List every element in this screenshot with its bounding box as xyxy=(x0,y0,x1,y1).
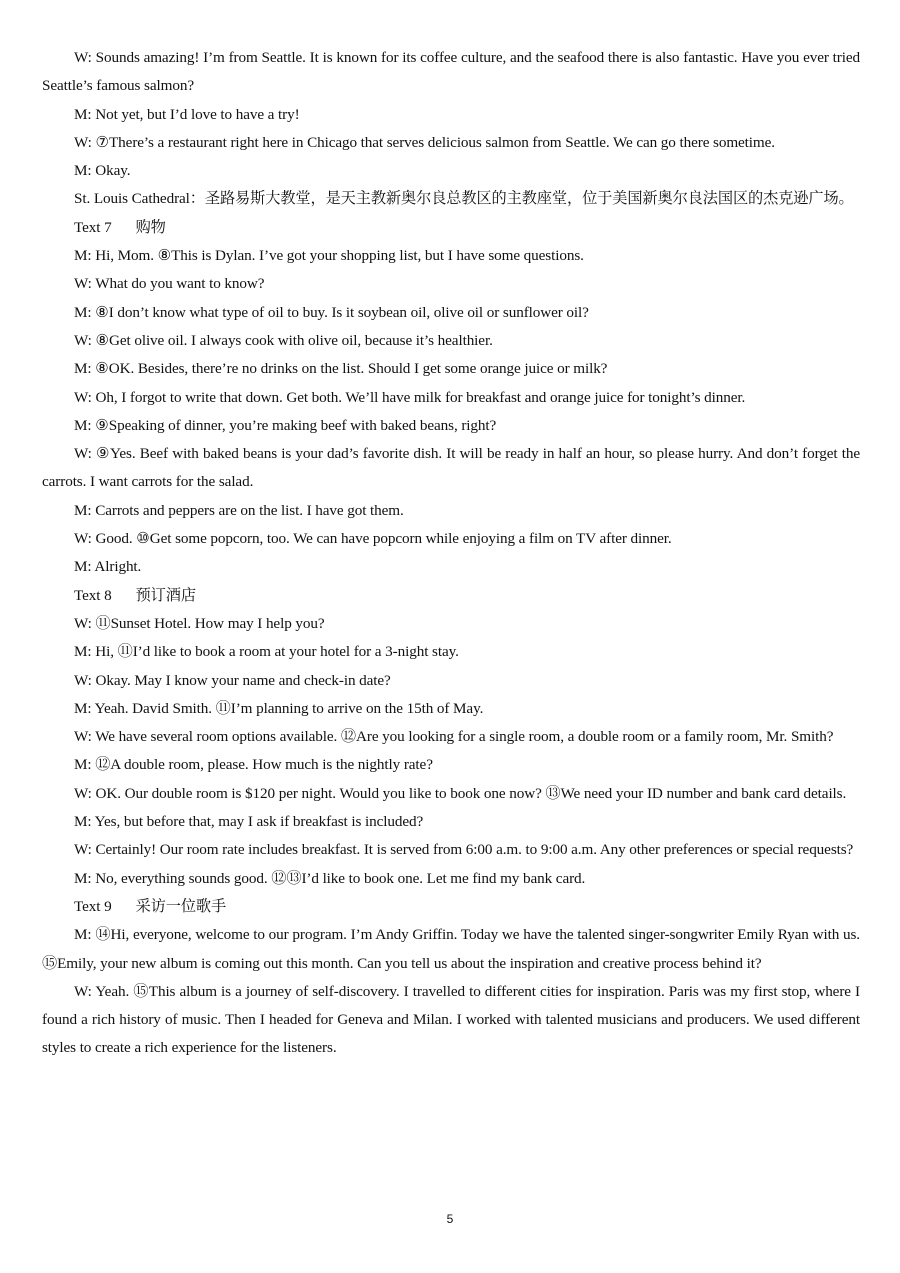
transcript-paragraph: W: Certainly! Our room rate includes breakfast. It is served from 6:00 a.m. to 9:00 a.m. Any other preferences or special requests? xyxy=(74,841,854,859)
transcript-paragraph: W: ⑪Sunset Hotel. How may I help you? xyxy=(74,614,325,632)
transcript-paragraph: M: Okay. xyxy=(74,162,131,180)
section-title: 采访一位歌手 xyxy=(135,897,227,915)
transcript-paragraph: M: ⑨Speaking of dinner, you’re making beef with baked beans, right? xyxy=(74,416,497,434)
transcript-paragraph: M: ⑧OK. Besides, there’re no drinks on the list. Should I get some orange juice or milk? xyxy=(74,360,608,378)
transcript-body xyxy=(42,44,860,1063)
section-title: 购物 xyxy=(135,218,166,236)
page-number: 5 xyxy=(446,1212,454,1226)
transcript-paragraph: M: ⑫A double room, please. How much is the nightly rate? xyxy=(74,756,433,774)
transcript-paragraph: M: Hi, Mom. ⑧This is Dylan. I’ve got your shopping list, but I have some questions. xyxy=(74,247,584,265)
transcript-paragraph: M: Carrots and peppers are on the list. I have got them. xyxy=(74,501,404,519)
section-label: Text 7 xyxy=(74,218,112,236)
section-label: Text 8 xyxy=(74,586,112,604)
transcript-paragraph: M: Alright. xyxy=(74,558,142,576)
section-heading xyxy=(42,214,860,242)
transcript-paragraph: W: Good. ⑩Get some popcorn, too. We can have popcorn while enjoying a film on TV after dinner. xyxy=(74,530,672,548)
transcript-paragraph: W: OK. Our double room is $120 per night. Would you like to book one now? ⑬We need your ID number and bank card details. xyxy=(74,784,847,802)
transcript-paragraph: M: No, everything sounds good. ⑫⑬I’d like to book one. Let me find my bank card. xyxy=(74,869,586,887)
transcript-paragraph: M: Yeah. David Smith. ⑪I’m planning to arrive on the 15th of May. xyxy=(74,699,484,717)
section-label: Text 9 xyxy=(74,897,112,915)
transcript-paragraph: W: We have several room options available. ⑫Are you looking for a single room, a double room or a family room, Mr. Smith? xyxy=(74,728,834,746)
transcript-paragraph: M: Hi, ⑪I’d like to book a room at your hotel for a 3-night stay. xyxy=(74,643,459,661)
transcript-paragraph: M: Yes, but before that, may I ask if breakfast is included? xyxy=(74,813,424,831)
section-heading xyxy=(42,582,860,610)
transcript-paragraph: W: ⑧Get olive oil. I always cook with olive oil, because it’s healthier. xyxy=(74,331,493,349)
transcript-paragraph: M: ⑧I don’t know what type of oil to buy. Is it soybean oil, olive oil or sunflower oil? xyxy=(74,303,589,321)
transcript-paragraph: W: Oh, I forgot to write that down. Get both. We’ll have milk for breakfast and orange juice for tonight’s dinner. xyxy=(74,388,746,406)
transcript-paragraph: M: Not yet, but I’d love to have a try! xyxy=(74,105,300,123)
transcript-paragraph: M: ⑭Hi, everyone, welcome to our program. I’m Andy Griffin. Today we have the talented singer-songwriter Emily Ryan with us. ⑮Emily, your new album is coming out this month. Can you tell us about the inspiration and creative process behind it? xyxy=(42,926,860,972)
transcript-paragraph: W: ⑨Yes. Beef with baked beans is your dad’s favorite dish. It will be ready in half an hour, so please hurry. And don’t forget the carrots. I want carrots for the salad. xyxy=(42,445,860,491)
transcript-paragraph: W: Okay. May I know your name and check-in date? xyxy=(74,671,391,689)
section-heading xyxy=(42,893,860,921)
transcript-paragraph: W: ⑦There’s a restaurant right here in Chicago that serves delicious salmon from Seattle. We can go there sometime. xyxy=(74,133,775,151)
transcript-paragraph: St. Louis Cathedral：圣路易斯大教堂，是天主教新奥尔良总教区的主教座堂，位于美国新奥尔良法国区的杰克逊广场。 xyxy=(74,190,854,208)
section-title: 预订酒店 xyxy=(135,586,196,604)
transcript-paragraph: W: Yeah. ⑮This album is a journey of self-discovery. I travelled to different cities for inspiration. Paris was my first stop, where I found a rich history of music. Then I headed for Geneva and Milan. I worked with talented musicians and producers. We used different styles to create a rich experience for the listeners. xyxy=(42,982,860,1057)
transcript-paragraph: W: Sounds amazing! I’m from Seattle. It is known for its coffee culture, and the seafood there is also fantastic. Have you ever tried Seattle’s famous salmon? xyxy=(42,49,860,95)
transcript-paragraph: W: What do you want to know? xyxy=(74,275,265,293)
